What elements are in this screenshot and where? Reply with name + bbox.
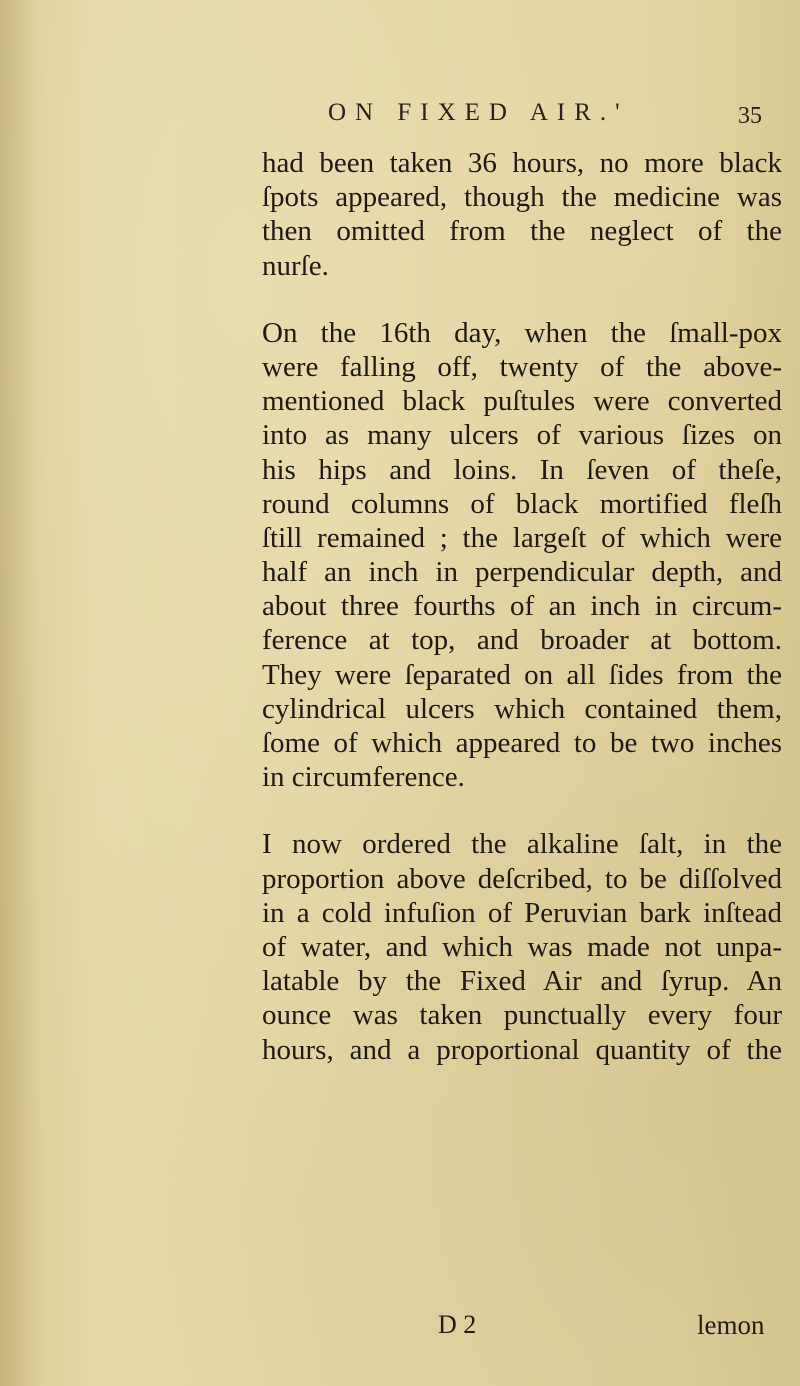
paragraph-1 [262, 146, 782, 283]
body-text [262, 146, 782, 1067]
text-line: proportion above deſcribed, to be diſſolved [262, 862, 782, 895]
text-line: ference at top, and broader at bottom. [262, 624, 782, 657]
text-line: mentioned black puſtules were converted [262, 385, 782, 418]
text-line: in a cold infuſion of Peruvian bark inſtead [262, 896, 782, 929]
page-number: 35 [738, 103, 762, 129]
text-line: half an inch in perpendicular depth, and [262, 556, 782, 589]
paragraph-gap [262, 283, 782, 316]
signature-mark: D 2 [438, 1310, 477, 1339]
text-line: hours, and a proportional quantity of the [262, 1033, 782, 1066]
text-line: ſtill remained ; the largeſt of which were [262, 521, 782, 554]
text-line: On the 16th day, when the ſmall-pox [262, 316, 782, 349]
text-line: had been taken 36 hours, no more black [262, 147, 782, 179]
paragraph-3 [262, 827, 782, 1066]
paragraph-gap [262, 794, 782, 827]
text-line: ounce was taken punctually every four [262, 999, 782, 1032]
text-line: cylindrical ulcers which contained them, [262, 692, 782, 725]
catchword: lemon [697, 1310, 765, 1340]
gutter-shadow [0, 0, 38, 1386]
page-header [0, 95, 800, 135]
text-line: about three fourths of an inch in circum- [262, 590, 782, 623]
text-line: ſome of which appeared to be two inches [262, 727, 782, 759]
text-line: in circumference. [262, 761, 465, 794]
text-line: into as many ulcers of various ſizes on [262, 419, 782, 452]
text-line: were falling off, twenty of the above- [262, 350, 782, 383]
paragraph-2 [262, 316, 782, 795]
page-footer [0, 1310, 800, 1350]
text-line: ſpots appeared, though the medicine was [262, 181, 782, 214]
text-line: latable by the Fixed Air and ſyrup. An [262, 965, 782, 998]
text-line: his hips and loins. In ſeven of theſe, [262, 453, 782, 486]
text-line: then omitted from the neglect of the [262, 215, 782, 248]
text-line: of water, and which was made not unpa- [262, 930, 782, 963]
text-line: I now ordered the alkaline ſalt, in the [262, 828, 782, 861]
text-line: They were ſeparated on all ſides from the [262, 658, 782, 691]
running-title: ON FIXED AIR.' [328, 99, 629, 126]
text-line: nurſe. [262, 249, 329, 282]
text-line: round columns of black mortified fleſh [262, 487, 782, 520]
